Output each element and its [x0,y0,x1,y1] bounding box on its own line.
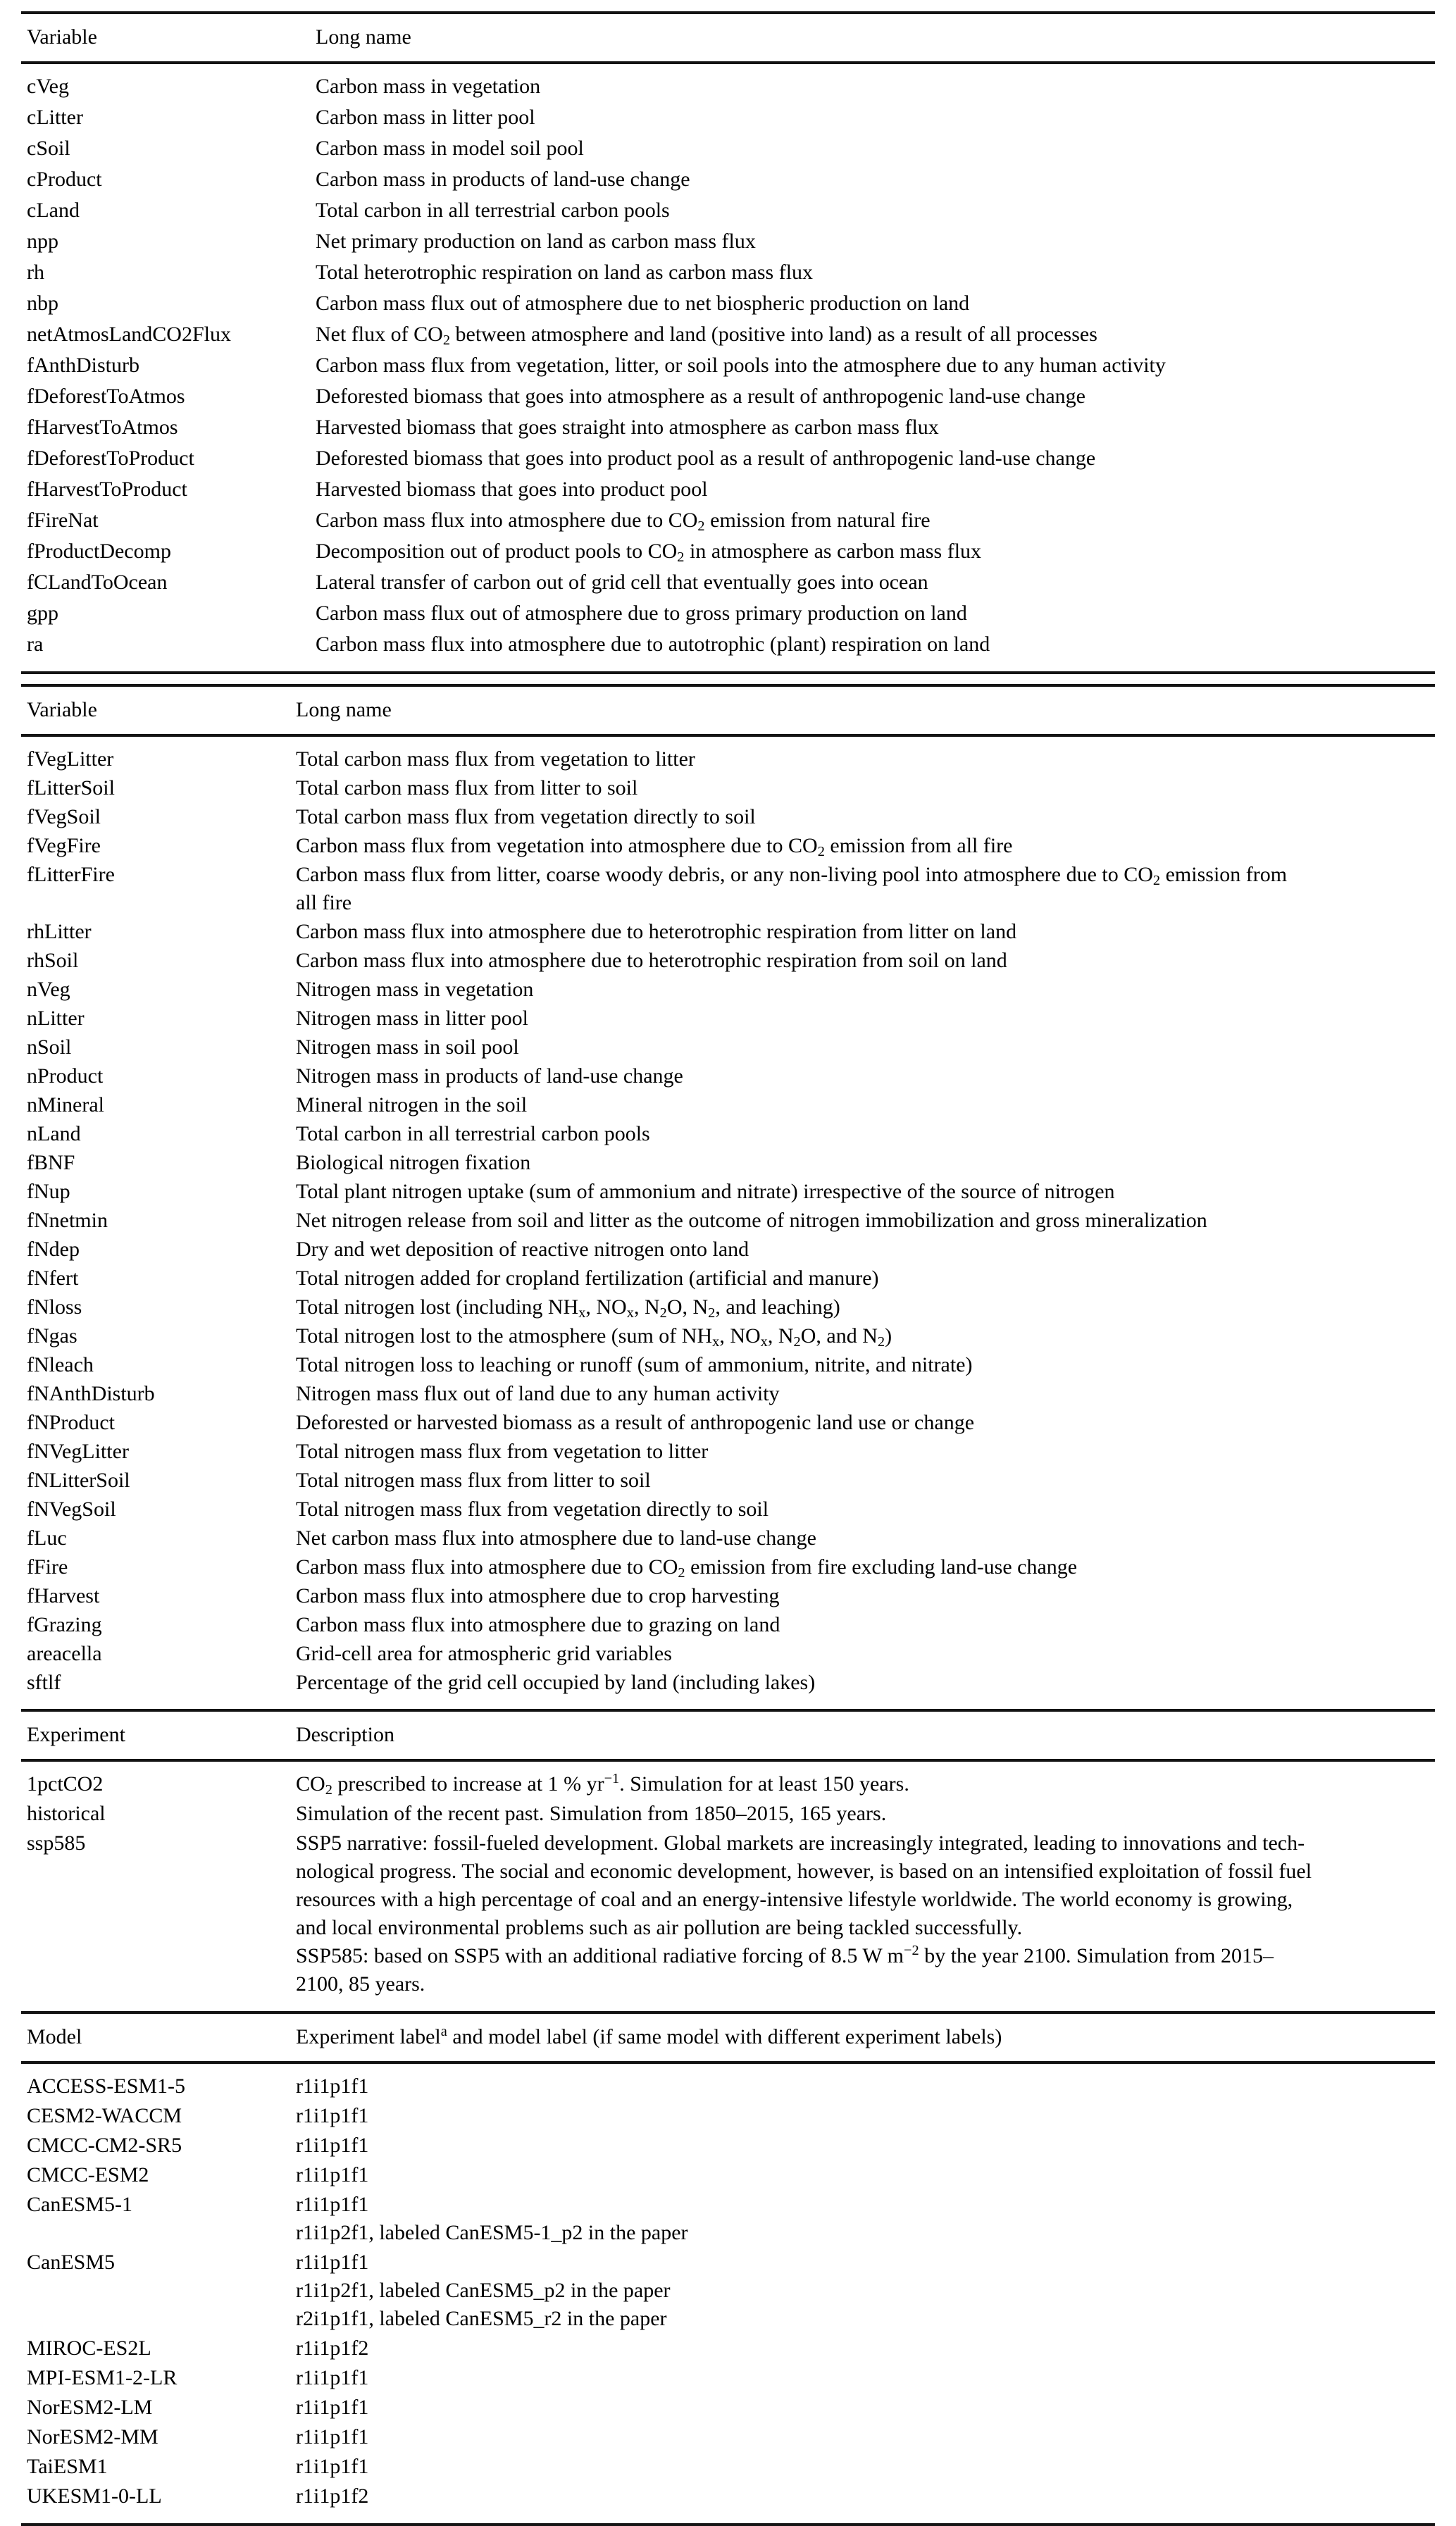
variable-cell: nProduct [27,1064,104,1088]
table-row [27,537,1435,566]
table-row [27,166,1435,194]
variable-cell: fVegLitter [27,747,114,771]
variable-cell: fNup [27,1180,70,1203]
table-row [27,1669,1435,1697]
variable-cell: fDeforestToProduct [27,447,194,470]
long-name-cell: Net nitrogen release from soil and litter as the outcome of nitrogen immobilization and gross mineralization [296,1209,1207,1232]
variable-cell: NorESM2-MM [27,2425,158,2449]
table-row [27,2102,1435,2130]
long-name-cell: Total nitrogen mass flux from vegetation directly to soil [296,1498,769,1521]
table-row [27,2453,1435,2481]
long-name-cell: Carbon mass in products of land-use change [316,168,690,191]
table-row [27,918,1435,946]
variable-cell: ra [27,633,44,656]
variable-cell: cSoil [27,137,70,160]
table-row [27,1178,1435,1206]
table-body [21,1762,1435,2011]
long-name-cell: r1i1p1f1 r1i1p2f1, labeled CanESM5-1_p2 in the paper [296,2193,688,2244]
table-row [27,321,1435,349]
long-name-cell: Total plant nitrogen uptake (sum of ammonium and nitrate) irrespective of the source of nitrogen [296,1180,1115,1203]
variable-cell: fNProduct [27,1411,115,1434]
long-name-cell: Deforested biomass that goes into atmosphere as a result of anthropogenic land-use change [316,385,1085,408]
long-name-cell: Harvested biomass that goes into product pool [316,478,708,501]
table-row [27,630,1435,659]
table-row [27,1611,1435,1639]
variable-cell: fFireNat [27,509,99,532]
table-row [27,2423,1435,2451]
header-long-name: Long name [316,25,411,49]
variable-cell: sftlf [27,1671,61,1694]
header-long-name: Long name [296,698,392,721]
variable-cell: UKESM1-0-LL [27,2484,162,2508]
table-row [27,413,1435,442]
variable-cell: nLitter [27,1007,85,1030]
variable-cell: CESM2-WACCM [27,2104,182,2127]
table-row [27,259,1435,287]
table-row [27,1293,1435,1321]
variable-cell: fAnthDisturb [27,354,139,377]
carbon-variables-table [21,11,1435,674]
variable-cell: cLitter [27,106,83,129]
header-experiment: Experiment [27,1723,125,1746]
table-row [27,1409,1435,1437]
variable-cell: fLuc [27,1526,67,1550]
long-name-cell: Mineral nitrogen in the soil [296,1093,528,1116]
header-model: Model [27,2025,82,2048]
header-variable: Variable [27,698,97,721]
table-row [27,2248,1435,2333]
long-name-cell: Simulation of the recent past. Simulation from 1850–2015, 165 years. [296,1802,887,1825]
long-name-cell: Carbon mass flux into atmosphere due to heterotrophic respiration from litter on land [296,920,1017,943]
table-row [27,2364,1435,2392]
table-row [27,976,1435,1004]
table-separator-gap [21,674,1435,684]
long-name-cell: Carbon mass flux out of atmosphere due to gross primary production on land [316,602,967,625]
long-name-cell: Total carbon mass flux from litter to soil [296,776,638,800]
variable-cell: 1pctCO2 [27,1772,104,1796]
long-name-cell: Carbon mass in model soil pool [316,137,584,160]
variable-cell: MPI-ESM1-2-LR [27,2366,178,2389]
long-name-cell: Nitrogen mass in vegetation [296,978,534,1001]
variable-cell: fNdep [27,1238,80,1261]
variable-cell: CanESM5 [27,2251,116,2274]
table-row [27,197,1435,225]
variable-cell: fVegFire [27,834,101,857]
variable-cell: cProduct [27,168,102,191]
table-row [27,1800,1435,1828]
variable-cell: fNnetmin [27,1209,108,1232]
long-name-cell: r1i1p1f1 [296,2366,369,2389]
long-name-cell: r1i1p1f1 [296,2074,369,2098]
table-row [27,1264,1435,1293]
variable-cell: fNVegLitter [27,1440,129,1463]
long-name-cell: Carbon mass flux into atmosphere due to heterotrophic respiration from soil on land [296,949,1007,972]
table-header-row [21,14,1435,61]
long-name-cell: Carbon mass flux from vegetation, litter, or soil pools into the atmosphere due to any human activity [316,354,1166,377]
variable-cell: fNAnthDisturb [27,1382,155,1405]
table-body [21,64,1435,671]
table-row [27,1380,1435,1408]
table-row [27,351,1435,380]
table-row [27,104,1435,132]
long-name-cell: Carbon mass flux from vegetation into atmosphere due to $CO_2$ emission from all fire [296,834,1013,860]
variable-cell: nMineral [27,1093,104,1116]
long-name-cell: Deforested or harvested biomass as a result of anthropogenic land use or change [296,1411,975,1434]
variable-cell: netAtmosLandCO2Flux [27,323,231,346]
table-row [27,1582,1435,1610]
variable-cell: fNleach [27,1353,94,1376]
long-name-cell: Carbon mass flux into atmosphere due to $CO_2$ emission from natural fire [316,509,931,535]
table-row [27,861,1435,917]
variable-cell: fHarvestToProduct [27,478,187,501]
long-name-cell: r1i1p1f1 [296,2425,369,2449]
variable-cell: CanESM5-1 [27,2193,132,2216]
table-row [27,1770,1435,1798]
long-name-cell: Net flux of $CO_2$ between atmosphere and land (positive into land) as a result of all processes [316,323,1097,349]
table-row [27,2132,1435,2160]
table-row [27,1062,1435,1090]
table-header-row [21,687,1435,734]
variable-cell: npp [27,230,58,253]
table-row [27,228,1435,256]
long-name-cell: Carbon mass in litter pool [316,106,535,129]
long-name-cell: Total nitrogen mass flux from vegetation to litter [296,1440,709,1463]
table-row [27,2161,1435,2189]
long-name-cell: Grid-cell area for atmospheric grid variables [296,1642,672,1665]
table-bottom-rule [21,2523,1435,2526]
models-table [21,2014,1435,2526]
variable-cell: rh [27,261,44,284]
table-row [27,444,1435,473]
long-name-cell: Nitrogen mass in litter pool [296,1007,528,1030]
table-row [27,2191,1435,2247]
table-row [27,1033,1435,1062]
long-name-cell: Net primary production on land as carbon mass flux [316,230,756,253]
long-name-cell: Biological nitrogen fixation [296,1151,531,1174]
long-name-cell: r1i1p1f1 [296,2134,369,2157]
header-variable: Variable [27,25,97,49]
variable-cell: fLitterFire [27,863,115,886]
table-row [27,1207,1435,1235]
long-name-cell: SSP5 narrative: fossil-fueled development. Global markets are increasingly integrated, leading to innovations and tech- nological progress. The social and economic development, however, is based on an intensified exploitation of fossil fuel resources with a high percentage of coal and an energy-intensive lifestyle worldwide. The world economy is growing, and local environmental problems such as air pollution are being tackled successfully. SSP585: based on SSP5 with an additional radiative forcing of 8.5 W $m^{-2}$ by the year 2100. Simulation from 2015– 2100, 85 years. [296,1831,1312,1996]
long-name-cell: $CO_2$ prescribed to increase at 1 % $yr^{-1}$. Simulation for at least 150 years. [296,1770,909,1798]
table-row [27,1120,1435,1148]
table-row [27,774,1435,802]
table-row [27,1553,1435,1581]
long-name-cell: Total nitrogen lost (including $NH_x$, $NO_x$, $N_2O$, $N_2$, and leaching) [296,1295,840,1321]
long-name-cell: Total carbon mass flux from vegetation to litter [296,747,695,771]
variable-cell: fNfert [27,1267,79,1290]
variable-cell: TaiESM1 [27,2455,108,2478]
table-row [27,803,1435,831]
table-row [27,947,1435,975]
variable-cell: cLand [27,199,80,222]
long-name-cell: Carbon mass flux into atmosphere due to grazing on land [296,1613,780,1636]
experiments-table [21,1712,1435,2014]
long-name-cell: Percentage of the grid cell occupied by land (including lakes) [296,1671,816,1694]
variable-cell: NorESM2-LM [27,2396,153,2419]
long-name-cell: Total nitrogen mass flux from litter to soil [296,1469,651,1492]
table-row [27,1322,1435,1350]
table-row [27,135,1435,163]
long-name-cell: r1i1p1f2 [296,2337,369,2360]
table-row [27,599,1435,628]
variable-cell: fHarvest [27,1584,100,1607]
long-name-cell: Total carbon in all terrestrial carbon pools [316,199,670,222]
table-body [21,737,1435,1709]
long-name-cell: r1i1p1f1 r1i1p2f1, labeled CanESM5_p2 in the paper r2i1p1f1, labeled CanESM5_r2 in the paper [296,2251,671,2330]
long-name-cell: Lateral transfer of carbon out of grid cell that eventually goes into ocean [316,571,928,594]
long-name-cell: Carbon mass flux into atmosphere due to $CO_2$ emission from fire excluding land-use change [296,1555,1078,1581]
table-row [27,1004,1435,1033]
table-row [27,73,1435,101]
table-row [27,1438,1435,1466]
variable-cell: fLitterSoil [27,776,115,800]
long-name-cell: Nitrogen mass in soil pool [296,1035,519,1059]
variable-cell: fNVegSoil [27,1498,116,1521]
long-name-cell: Total nitrogen loss to leaching or runoff (sum of ammonium, nitrite, and nitrate) [296,1353,973,1376]
long-name-cell: Carbon mass in vegetation [316,75,541,98]
variable-cell: MIROC-ES2L [27,2337,151,2360]
table-row [27,475,1435,504]
long-name-cell: Carbon mass flux into atmosphere due to autotrophic (plant) respiration on land [316,633,990,656]
table-row [27,1351,1435,1379]
header-experiment-label: Experiment label$^a$ and model label (if same model with different experiment labels) [296,2023,1002,2048]
variable-cell: CMCC-CM2-SR5 [27,2134,182,2157]
variable-cell: fCLandToOcean [27,571,168,594]
long-name-cell: Total carbon in all terrestrial carbon pools [296,1122,650,1145]
long-name-cell: Dry and wet deposition of reactive nitrogen onto land [296,1238,749,1261]
long-name-cell: Carbon mass flux into atmosphere due to crop harvesting [296,1584,780,1607]
table-row [27,1640,1435,1668]
table-row [27,1091,1435,1119]
variable-cell: nVeg [27,978,70,1001]
variable-cell: historical [27,1802,106,1825]
variable-cell: fVegSoil [27,805,101,828]
long-name-cell: Decomposition out of product pools to $CO_2$ in atmosphere as carbon mass flux [316,540,982,566]
long-name-cell: r1i1p1f2 [296,2484,369,2508]
long-name-cell: r1i1p1f1 [296,2396,369,2419]
table-row [27,2482,1435,2511]
table-row [27,1467,1435,1495]
variable-cell: rhLitter [27,920,92,943]
variable-cell: fBNF [27,1151,75,1174]
long-name-cell: r1i1p1f1 [296,2163,369,2186]
table-row [27,1236,1435,1264]
table-row [27,2334,1435,2363]
table-row [27,1829,1435,1998]
variable-cell: fNloss [27,1295,82,1319]
variable-cell: rhSoil [27,949,79,972]
header-description: Description [296,1723,394,1746]
table-header-row [21,2014,1435,2061]
table-header-row [21,1712,1435,1759]
variable-cell: nLand [27,1122,81,1145]
variable-cell: fNgas [27,1324,77,1348]
variable-cell: nSoil [27,1035,72,1059]
table-row [27,745,1435,773]
variable-cell: CMCC-ESM2 [27,2163,149,2186]
variable-cell: ssp585 [27,1831,86,1855]
table-row [27,2394,1435,2422]
table-row [27,568,1435,597]
long-name-cell: Nitrogen mass flux out of land due to any human activity [296,1382,780,1405]
variable-cell: fHarvestToAtmos [27,416,178,439]
long-name-cell: Carbon mass flux out of atmosphere due to net biospheric production on land [316,292,970,315]
long-name-cell: Harvested biomass that goes straight into atmosphere as carbon mass flux [316,416,939,439]
variable-cell: areacella [27,1642,102,1665]
long-name-cell: Total heterotrophic respiration on land as carbon mass flux [316,261,814,284]
long-name-cell: Deforested biomass that goes into product pool as a result of anthropogenic land-use change [316,447,1096,470]
long-name-cell: Net carbon mass flux into atmosphere due to land-use change [296,1526,816,1550]
flux-nitrogen-variables-table [21,684,1435,1712]
table-row [27,2072,1435,2101]
table-row [27,382,1435,411]
long-name-cell: Nitrogen mass in products of land-use change [296,1064,683,1088]
table-row [27,1524,1435,1553]
table-body [21,2064,1435,2523]
variable-cell: cVeg [27,75,69,98]
long-name-cell: Total carbon mass flux from vegetation directly to soil [296,805,756,828]
table-row [27,832,1435,860]
variable-cell: fGrazing [27,1613,102,1636]
variable-cell: nbp [27,292,58,315]
variable-cell: fFire [27,1555,68,1579]
long-name-cell: r1i1p1f1 [296,2455,369,2478]
long-name-cell: Carbon mass flux from litter, coarse woody debris, or any non-living pool into atmosphere due to $CO_2$ emission from all fire [296,863,1288,914]
long-name-cell: Total nitrogen added for cropland fertilization (artificial and manure) [296,1267,879,1290]
variable-cell: ACCESS-ESM1-5 [27,2074,186,2098]
table-row [27,1495,1435,1524]
long-name-cell: r1i1p1f1 [296,2104,369,2127]
variable-cell: fDeforestToAtmos [27,385,185,408]
long-name-cell: Total nitrogen lost to the atmosphere (sum of $NH_x$, $NO_x$, $N_2O$, and $N_2$) [296,1324,892,1350]
variable-cell: fNLitterSoil [27,1469,130,1492]
table-row [27,290,1435,318]
table-row [27,506,1435,535]
variable-cell: gpp [27,602,58,625]
table-row [27,1149,1435,1177]
variable-cell: fProductDecomp [27,540,171,563]
